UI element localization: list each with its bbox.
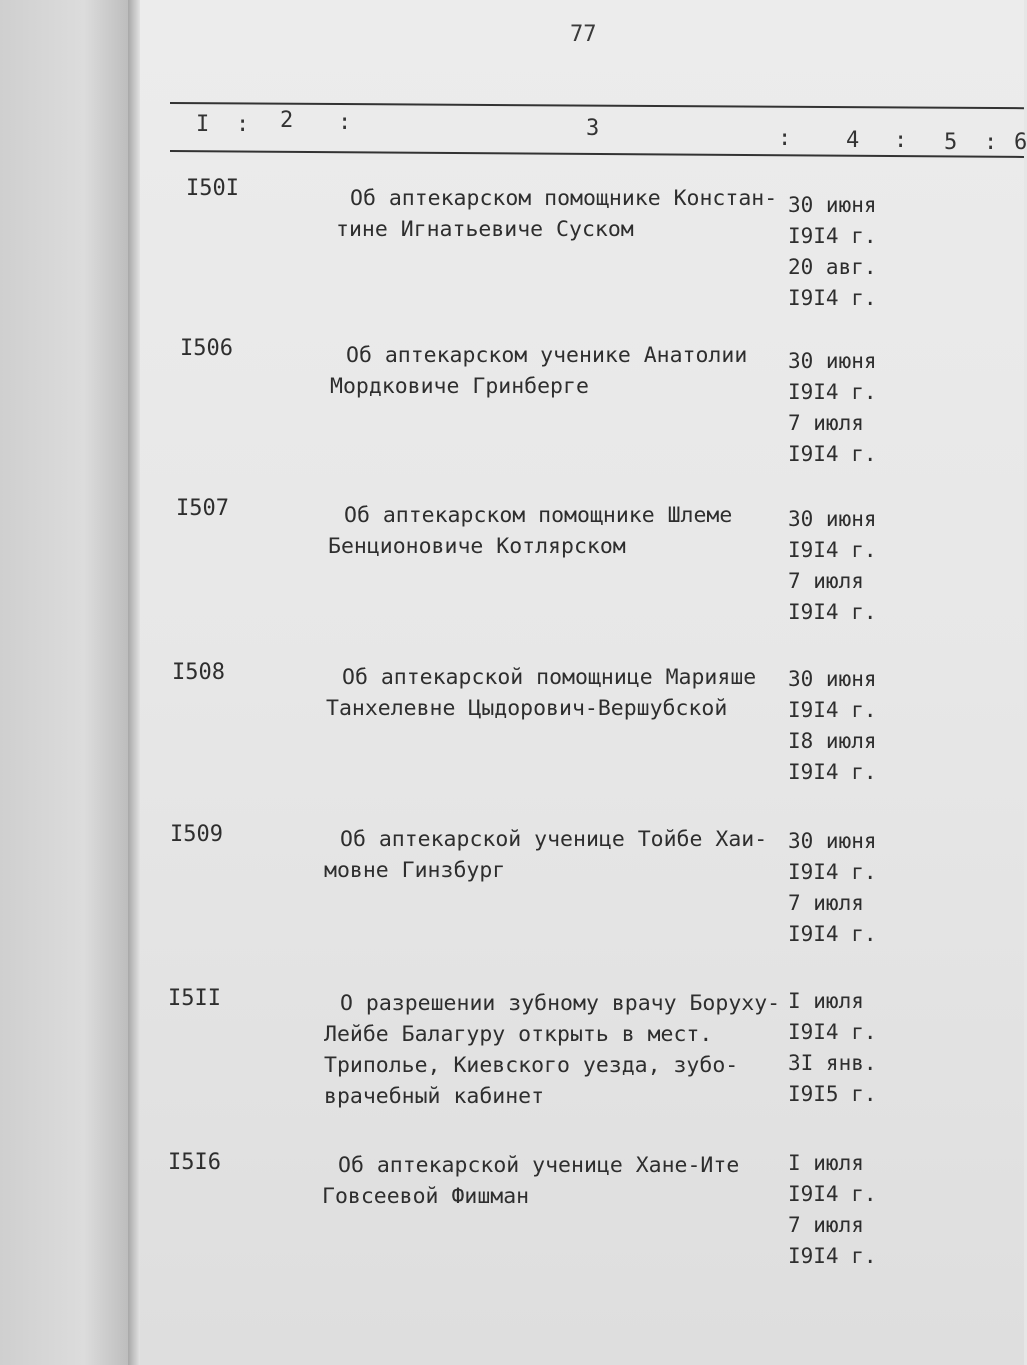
record-number: I5I6 [168, 1150, 221, 1175]
description-line: Об аптекарской ученице Хане-Ите [338, 1153, 740, 1178]
record-number: I5II [168, 986, 221, 1011]
facing-page-edge [0, 0, 140, 1365]
date-line: 30 июня [788, 507, 877, 531]
description-line: Говсеевой Фишман [322, 1184, 530, 1209]
record-number: I507 [176, 496, 229, 521]
date-line: 30 июня [788, 829, 877, 853]
record-description [322, 1150, 740, 1212]
description-line: Триполье, Киевского уезда, зубо- [324, 1053, 739, 1078]
description-line: Мордковиче Гринберге [330, 374, 589, 399]
date-line: I июля [788, 1151, 864, 1175]
record-description [326, 662, 757, 724]
date-line: I9I4 г. [788, 1020, 877, 1044]
record-description [336, 183, 778, 245]
date-line: 20 авг. [788, 255, 877, 279]
date-line: I9I4 г. [788, 380, 877, 404]
date-line: I9I4 г. [788, 760, 877, 784]
description-line: Об аптекарской ученице Тойбе Хаи- [340, 827, 768, 852]
date-line: I9I4 г. [788, 538, 877, 562]
record-dates [788, 664, 877, 788]
date-line: 7 июля [788, 411, 864, 435]
column-separator: : [338, 110, 352, 135]
description-line: тине Игнатьевиче Суском [336, 217, 634, 242]
date-line: I июля [788, 989, 864, 1013]
date-line: I9I4 г. [788, 922, 877, 946]
column-header-4: 4 [846, 128, 860, 153]
description-line: Бенционовиче Котлярском [328, 534, 626, 559]
column-header-6: 6 [1014, 130, 1027, 155]
date-line: 30 июня [788, 193, 877, 217]
date-line: 7 июля [788, 891, 864, 915]
date-line: I9I4 г. [788, 698, 877, 722]
record-number: I506 [180, 336, 233, 361]
date-line: I9I4 г. [788, 860, 877, 884]
date-line: 7 июля [788, 1213, 864, 1237]
description-line: Об аптекарском помощнике Констан- [350, 186, 778, 211]
date-line: I8 июля [788, 729, 877, 753]
column-separator: : [778, 126, 792, 151]
date-line: I9I4 г. [788, 224, 877, 248]
date-line: I9I4 г. [788, 1244, 877, 1268]
date-line: I9I4 г. [788, 600, 877, 624]
description-line: Танхелевне Цыдорович-Вершубской [326, 696, 728, 721]
date-line: I9I4 г. [788, 1182, 877, 1206]
record-number: I50I [186, 176, 239, 201]
page-number: 77 [570, 22, 597, 47]
description-line: Об аптекарской помощнице Марияше [342, 665, 757, 690]
column-header-1: I [196, 112, 210, 137]
description-line: врачебный кабинет [324, 1084, 545, 1109]
date-line: 7 июля [788, 569, 864, 593]
record-description [324, 824, 768, 886]
record-description [324, 988, 781, 1112]
date-line: I9I4 г. [788, 442, 877, 466]
column-header-3: 3 [586, 116, 600, 141]
column-separator: : [236, 112, 250, 137]
date-line: 30 июня [788, 667, 877, 691]
column-header-2: 2 [280, 108, 294, 133]
column-separator: : [984, 130, 998, 155]
date-line: 3I янв. [788, 1051, 877, 1075]
description-line: Об аптекарском ученике Анатолии [346, 343, 748, 368]
description-line: О разрешении зубному врачу Боруху- [340, 991, 781, 1016]
date-line: I9I4 г. [788, 286, 877, 310]
record-dates [788, 190, 877, 314]
record-dates [788, 826, 877, 950]
record-number: I508 [172, 660, 225, 685]
date-line: 30 июня [788, 349, 877, 373]
record-dates [788, 986, 877, 1110]
description-line: Лейбе Балагуру открыть в мест. [324, 1022, 713, 1047]
record-dates [788, 1148, 877, 1272]
record-description [330, 340, 748, 402]
description-line: Об аптекарском помощнике Шлеме [344, 503, 733, 528]
record-description [328, 500, 733, 562]
record-number: I509 [170, 822, 223, 847]
column-header-5: 5 [944, 130, 958, 155]
date-line: I9I5 г. [788, 1082, 877, 1106]
column-separator: : [894, 128, 908, 153]
description-line: мовне Гинзбург [324, 858, 506, 883]
record-dates [788, 346, 877, 470]
record-dates [788, 504, 877, 628]
